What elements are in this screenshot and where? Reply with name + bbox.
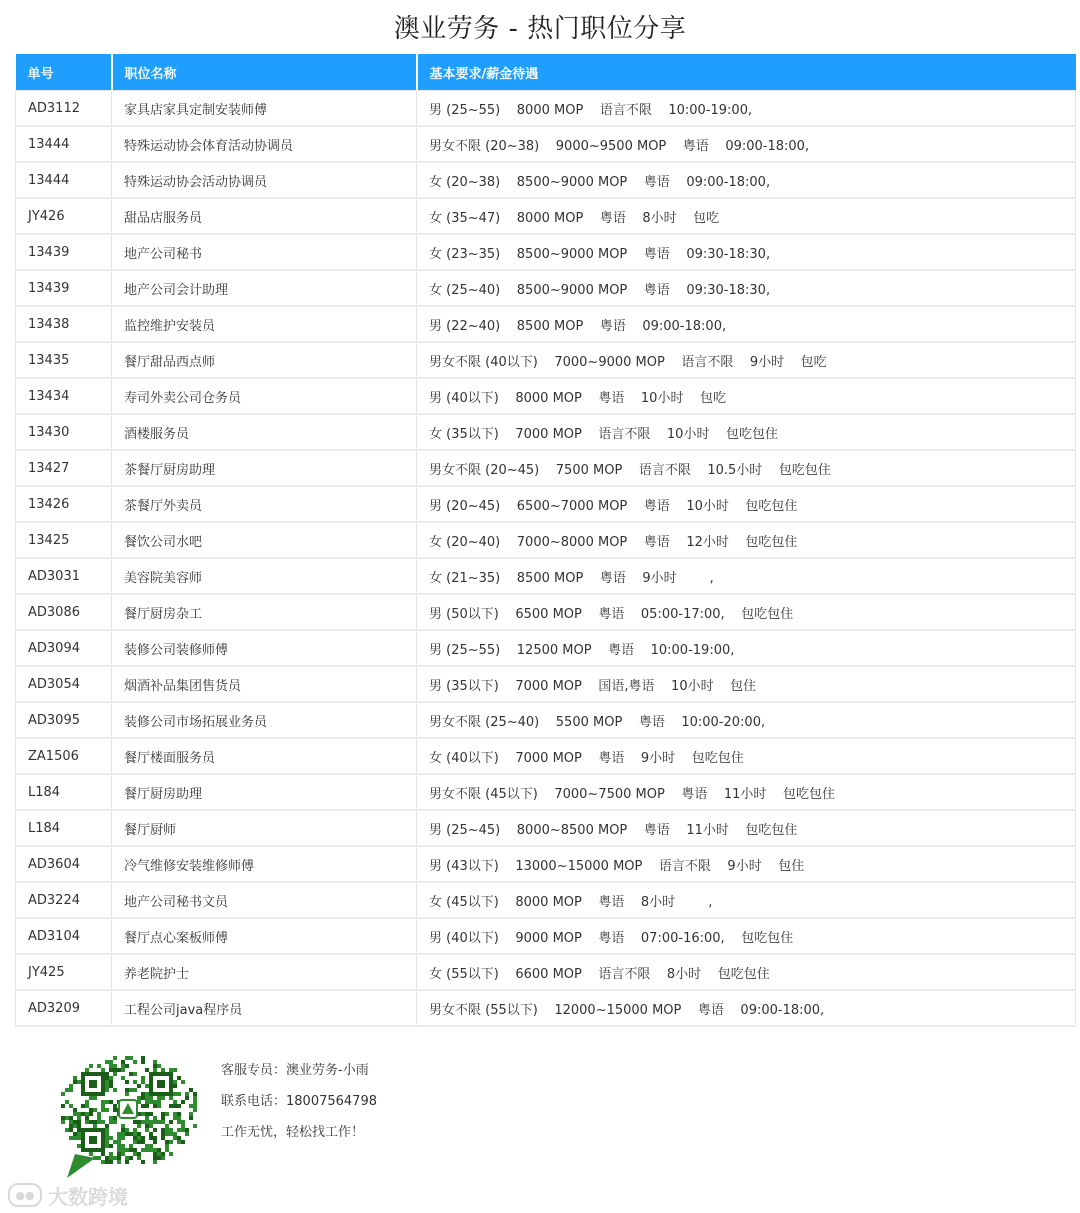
cell-requirements: 女 (35以下) 7000 MOP 语言不限 10小时 包吃包住	[417, 414, 1076, 450]
cell-position: 装修公司市场拓展业务员	[112, 702, 417, 738]
contact-person: 客服专员：澳业劳务-小雨	[221, 1063, 369, 1078]
cell-position: 工程公司java程序员	[112, 990, 417, 1026]
column-header-requirements: 基本要求/薪金待遇	[417, 54, 1076, 91]
contact-info	[221, 1060, 377, 1153]
footer	[0, 1050, 1080, 1213]
cell-id: AD3604	[16, 846, 112, 882]
cell-requirements: 男 (43以下) 13000~15000 MOP 语言不限 9小时 包住	[417, 846, 1076, 882]
page-title: 澳业劳务 - 热门职位分享	[393, 14, 687, 44]
table-row	[16, 378, 1076, 414]
cell-id: AD3095	[16, 702, 112, 738]
cell-requirements: 男女不限 (20~38) 9000~9500 MOP 粤语 09:00-18:00,	[417, 126, 1076, 162]
watermark	[8, 1180, 128, 1210]
cell-requirements: 男女不限 (40以下) 7000~9000 MOP 语言不限 9小时 包吃	[417, 342, 1076, 378]
cell-id: 13430	[16, 414, 112, 450]
cell-position: 餐厅楼面服务员	[112, 738, 417, 774]
table-row	[16, 126, 1076, 162]
cell-id: 13434	[16, 378, 112, 414]
brand-logo-icon: ●●	[8, 1183, 42, 1207]
table-row	[16, 702, 1076, 738]
cell-requirements: 男 (25~45) 8000~8500 MOP 粤语 11小时 包吃包住	[417, 810, 1076, 846]
table-row	[16, 486, 1076, 522]
cell-position: 餐饮公司水吧	[112, 522, 417, 558]
cell-requirements: 男 (40以下) 9000 MOP 粤语 07:00-16:00, 包吃包住	[417, 918, 1076, 954]
cell-position: 甜品店服务员	[112, 198, 417, 234]
cell-position: 餐厅厨师	[112, 810, 417, 846]
cell-requirements: 男女不限 (25~40) 5500 MOP 粤语 10:00-20:00,	[417, 702, 1076, 738]
table-row	[16, 810, 1076, 846]
column-header-id: 单号	[16, 54, 112, 91]
cell-requirements: 男 (50以下) 6500 MOP 粤语 05:00-17:00, 包吃包住	[417, 594, 1076, 630]
cell-id: JY425	[16, 954, 112, 990]
table-row	[16, 882, 1076, 918]
cell-position: 特殊运动协会活动协调员	[112, 162, 417, 198]
table-row	[16, 954, 1076, 990]
cell-id: AD3094	[16, 630, 112, 666]
cell-position: 家具店家具定制安装师傅	[112, 91, 417, 127]
cell-id: AD3224	[16, 882, 112, 918]
watermark-text: 大数跨境	[48, 1184, 128, 1209]
cell-position: 餐厅点心案板师傅	[112, 918, 417, 954]
cell-position: 烟酒补品集团售货员	[112, 666, 417, 702]
cell-position: 餐厅厨房助理	[112, 774, 417, 810]
cell-position: 地产公司会计助理	[112, 270, 417, 306]
table-row	[16, 558, 1076, 594]
cell-position: 特殊运动协会体育活动协调员	[112, 126, 417, 162]
cell-id: 13438	[16, 306, 112, 342]
jobs-table	[15, 54, 1076, 1027]
cell-requirements: 男 (40以下) 8000 MOP 粤语 10小时 包吃	[417, 378, 1076, 414]
cell-id: L184	[16, 774, 112, 810]
table-row	[16, 918, 1076, 954]
cell-position: 餐厅甜品西点师	[112, 342, 417, 378]
table-row	[16, 594, 1076, 630]
cell-requirements: 女 (20~38) 8500~9000 MOP 粤语 09:00-18:00,	[417, 162, 1076, 198]
cell-requirements: 女 (55以下) 6600 MOP 语言不限 8小时 包吃包住	[417, 954, 1076, 990]
cell-requirements: 男 (35以下) 7000 MOP 国语,粤语 10小时 包住	[417, 666, 1076, 702]
cell-position: 地产公司秘书文员	[112, 882, 417, 918]
cell-id: 13439	[16, 270, 112, 306]
cell-requirements: 男女不限 (20~45) 7500 MOP 语言不限 10.5小时 包吃包住	[417, 450, 1076, 486]
cell-id: 13444	[16, 162, 112, 198]
cell-requirements: 女 (45以下) 8000 MOP 粤语 8小时 ,	[417, 882, 1076, 918]
table-header-row	[16, 54, 1076, 91]
table-row	[16, 414, 1076, 450]
cell-requirements: 男女不限 (55以下) 12000~15000 MOP 粤语 09:00-18:00,	[417, 990, 1076, 1026]
table-body	[16, 91, 1076, 1027]
table-row	[16, 774, 1076, 810]
cell-position: 监控维护安装员	[112, 306, 417, 342]
cell-id: 13435	[16, 342, 112, 378]
table-row	[16, 234, 1076, 270]
cell-id: AD3031	[16, 558, 112, 594]
table-row	[16, 522, 1076, 558]
cell-position: 茶餐厅外卖员	[112, 486, 417, 522]
cell-id: 13439	[16, 234, 112, 270]
cell-requirements: 女 (40以下) 7000 MOP 粤语 9小时 包吃包住	[417, 738, 1076, 774]
cell-requirements: 女 (35~47) 8000 MOP 粤语 8小时 包吃	[417, 198, 1076, 234]
table-row	[16, 270, 1076, 306]
cell-position: 茶餐厅厨房助理	[112, 450, 417, 486]
cell-id: ZA1506	[16, 738, 112, 774]
table-row	[16, 846, 1076, 882]
table-row	[16, 306, 1076, 342]
contact-phone: 联系电话：18007564798	[221, 1094, 377, 1109]
cell-id: JY426	[16, 198, 112, 234]
contact-slogan: 工作无忧，轻松找工作！	[221, 1125, 365, 1140]
table-row	[16, 342, 1076, 378]
table-row	[16, 666, 1076, 702]
cell-id: 13444	[16, 126, 112, 162]
cell-id: 13427	[16, 450, 112, 486]
cell-requirements: 女 (25~40) 8500~9000 MOP 粤语 09:30-18:30,	[417, 270, 1076, 306]
cell-id: 13425	[16, 522, 112, 558]
cell-requirements: 男 (22~40) 8500 MOP 粤语 09:00-18:00,	[417, 306, 1076, 342]
cell-position: 餐厅厨房杂工	[112, 594, 417, 630]
cell-id: AD3112	[16, 91, 112, 127]
wechat-qr-code-icon[interactable]	[55, 1054, 200, 1179]
cell-id: AD3209	[16, 990, 112, 1026]
cell-requirements: 男 (20~45) 6500~7000 MOP 粤语 10小时 包吃包住	[417, 486, 1076, 522]
cell-position: 美容院美容师	[112, 558, 417, 594]
column-header-position: 职位名称	[112, 54, 417, 91]
cell-id: AD3054	[16, 666, 112, 702]
cell-requirements: 女 (21~35) 8500 MOP 粤语 9小时 ,	[417, 558, 1076, 594]
cell-position: 地产公司秘书	[112, 234, 417, 270]
cell-requirements: 男 (25~55) 12500 MOP 粤语 10:00-19:00,	[417, 630, 1076, 666]
table-row	[16, 738, 1076, 774]
cell-id: AD3104	[16, 918, 112, 954]
table-row	[16, 450, 1076, 486]
cell-requirements: 男 (25~55) 8000 MOP 语言不限 10:00-19:00,	[417, 91, 1076, 127]
cell-id: 13426	[16, 486, 112, 522]
cell-position: 酒楼服务员	[112, 414, 417, 450]
cell-position: 冷气维修安装维修师傅	[112, 846, 417, 882]
table-row	[16, 198, 1076, 234]
table-row	[16, 630, 1076, 666]
table-row	[16, 91, 1076, 127]
table-row	[16, 162, 1076, 198]
cell-position: 装修公司装修师傅	[112, 630, 417, 666]
cell-position: 寿司外卖公司仓务员	[112, 378, 417, 414]
cell-id: AD3086	[16, 594, 112, 630]
cell-requirements: 女 (20~40) 7000~8000 MOP 粤语 12小时 包吃包住	[417, 522, 1076, 558]
cell-position: 养老院护士	[112, 954, 417, 990]
cell-id: L184	[16, 810, 112, 846]
table-row	[16, 990, 1076, 1026]
cell-requirements: 女 (23~35) 8500~9000 MOP 粤语 09:30-18:30,	[417, 234, 1076, 270]
cell-requirements: 男女不限 (45以下) 7000~7500 MOP 粤语 11小时 包吃包住	[417, 774, 1076, 810]
